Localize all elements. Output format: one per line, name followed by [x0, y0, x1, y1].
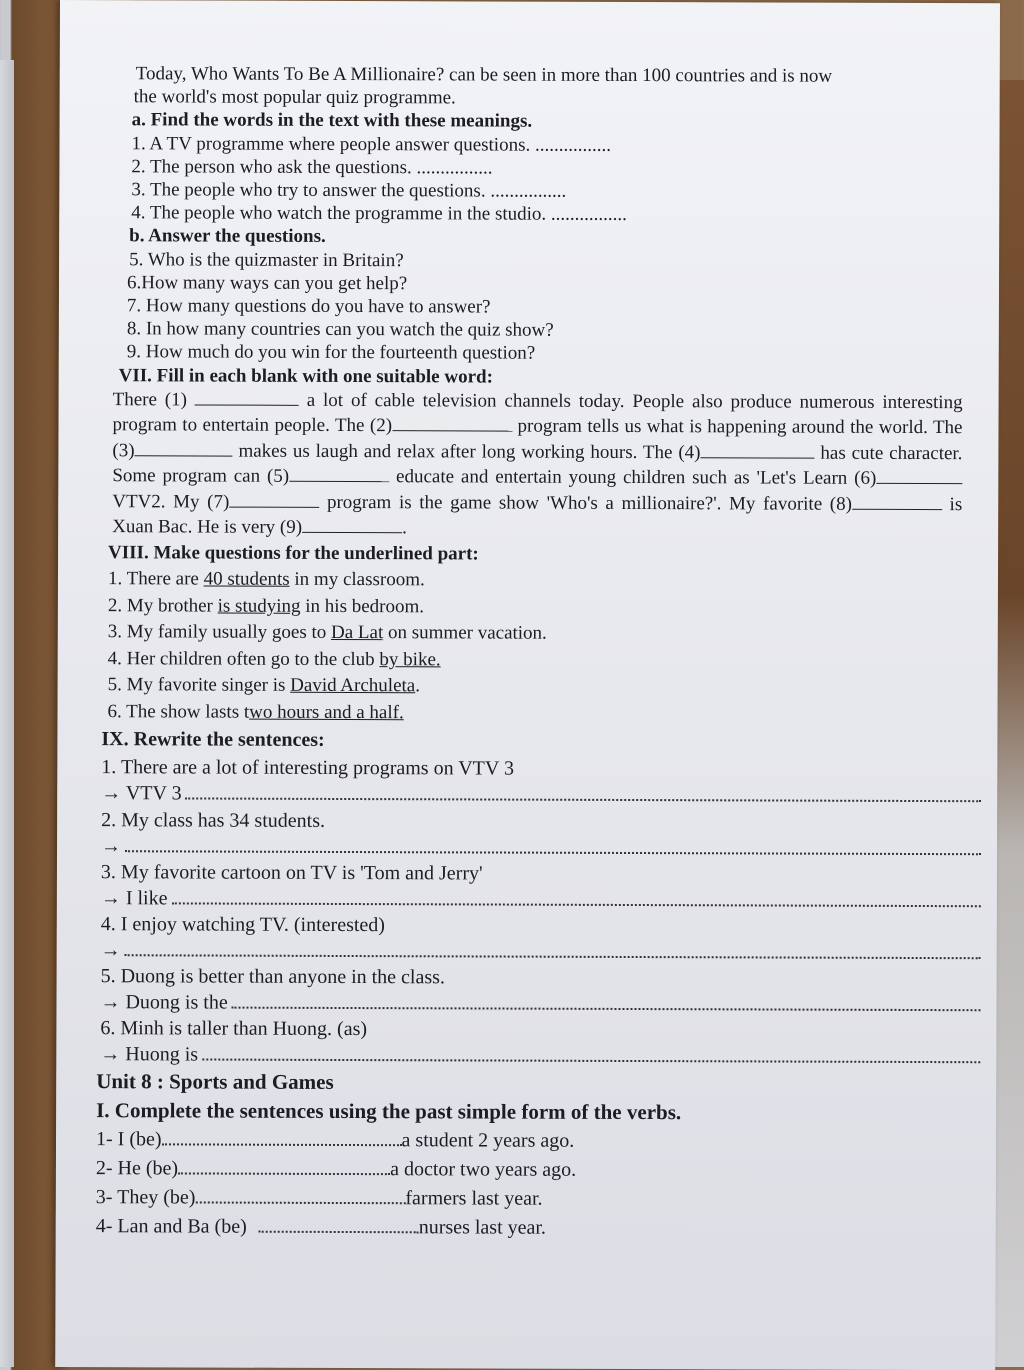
question-item [108, 620, 968, 650]
worksheet-content [96, 62, 970, 1244]
paragraph-text: program is the game show 'Who's a millionaire?'. My favorite (8) [327, 492, 852, 515]
arrow-prompt: → [101, 835, 121, 858]
item-text: 2. My brother [108, 595, 218, 616]
underlined-part: 40 students [204, 569, 290, 590]
rewrite-answer-line[interactable] [100, 1043, 980, 1070]
rewrite-question: 1. There are a lot of interesting programs on VTV 3 [101, 753, 981, 784]
item-text: a student 2 years ago. [402, 1129, 575, 1152]
underlined-part: by bike. [379, 649, 440, 670]
arrow-prompt: → Huong is [100, 1044, 198, 1068]
underlined-part: is studying [218, 595, 301, 616]
question-item: 7. How many questions do you have to answer? [99, 294, 969, 320]
paragraph-text: has cute character. Some program can (5) [112, 443, 962, 488]
item-text: 6. The show lasts t [107, 701, 249, 722]
section-b-heading: b. Answer the questions. [99, 225, 969, 251]
question-item [108, 673, 968, 703]
paragraph-text: makes us laugh and relax after long working hours. The (4) [238, 440, 700, 463]
blank-4[interactable] [701, 440, 815, 458]
past-simple-item [96, 1212, 966, 1244]
answer-dotted-line[interactable] [202, 1043, 980, 1064]
blank-8[interactable] [852, 492, 942, 510]
answer-dotted-line[interactable] [178, 1158, 390, 1175]
question-item: 5. Who is the quizmaster in Britain? [99, 248, 969, 274]
blank-7[interactable] [229, 489, 319, 507]
answer-dotted-line[interactable] [195, 1187, 405, 1204]
rewrite-answer-line[interactable] [101, 938, 981, 965]
unit-heading: I. Complete the sentences using the past simple form of the verbs. [96, 1096, 966, 1128]
section-viii [97, 540, 968, 729]
item-text: 3- They (be) [96, 1186, 196, 1208]
section-b [99, 225, 969, 367]
rewrite-question: 5. Duong is better than anyone in the class. [101, 962, 981, 993]
question-item [108, 593, 968, 623]
rewrite-question: 2. My class has 34 students. [101, 806, 981, 837]
paragraph-text: is Xuan Bac. He is very (9) [112, 494, 962, 538]
rewrite-answer-line[interactable] [100, 990, 980, 1017]
section-vii [98, 364, 963, 543]
item-text: . [415, 676, 420, 697]
item-text: 1. There are [108, 569, 204, 590]
item-text: 3. My family usually goes to [108, 622, 331, 644]
underlined-part: Da Lat [331, 622, 383, 643]
rewrite-question: 6. Minh is taller than Huong. (as) [100, 1015, 980, 1046]
item-text: on summer vacation. [383, 622, 547, 644]
question-item [107, 699, 967, 729]
item-text: 5. My favorite singer is [108, 675, 291, 697]
intro-line: the world's most popular quiz programme. [100, 85, 970, 111]
answer-dotted-line[interactable] [172, 886, 981, 907]
blank-6[interactable] [876, 466, 962, 484]
answer-dotted-line[interactable] [125, 834, 981, 855]
item-text: in his bedroom. [300, 596, 424, 617]
rewrite-question: 3. My favorite cartoon on TV is 'Tom and Jerry' [101, 858, 981, 889]
item-text: nurses last year. [419, 1216, 546, 1238]
item-text: a doctor two years ago. [390, 1158, 576, 1181]
question-item: 4. The people who watch the programme in the studio. ................ [99, 201, 969, 227]
question-item: 9. How much do you win for the fourteenth question? [99, 341, 969, 367]
intro-text [100, 62, 970, 111]
unit-title: Unit 8 : Sports and Games [96, 1067, 966, 1099]
rewrite-answer-line[interactable] [101, 834, 981, 861]
item-text: 4. Her children often go to the club [108, 648, 380, 670]
rewrite-answer-line[interactable] [101, 781, 981, 808]
past-simple-item [96, 1154, 966, 1186]
item-text: 4- Lan and Ba (be) [96, 1215, 247, 1238]
arrow-prompt: → Duong is the [100, 991, 227, 1015]
worksheet-paper [55, 0, 1000, 1370]
answer-dotted-line[interactable] [232, 991, 981, 1012]
question-item: 8. In how many countries can you watch the quiz show? [99, 317, 969, 343]
blank-2[interactable] [392, 414, 512, 432]
item-text: farmers last year. [405, 1187, 542, 1209]
question-item: 1. A TV programme where people answer questions. ................ [99, 132, 969, 158]
section-a [99, 109, 969, 228]
paragraph-text: VTV2. My (7) [112, 491, 229, 512]
answer-dotted-line[interactable] [259, 1216, 419, 1233]
paragraph-text: program tells us what is happening around the world. The (3) [112, 416, 962, 461]
arrow-prompt: → VTV 3 [101, 782, 181, 805]
arrow-prompt: → I like [101, 887, 168, 910]
blank-5[interactable] [289, 464, 389, 482]
past-simple-item [96, 1183, 966, 1215]
answer-dotted-line[interactable] [162, 1129, 402, 1146]
intro-line: Today, Who Wants To Be A Millionaire? can be seen in more than 100 countries and is now [100, 62, 970, 88]
blank-1[interactable] [195, 387, 299, 405]
paragraph-text: There (1) [113, 389, 187, 410]
section-ix [96, 725, 981, 1069]
paragraph-text: educate and entertain young children such as 'Let's Learn (6) [396, 467, 876, 490]
fill-in-paragraph [112, 387, 963, 543]
question-item: 3. The people who try to answer the questions. ................ [99, 178, 969, 204]
section-vii-heading: VII. Fill in each blank with one suitable word: [113, 364, 963, 390]
blank-3[interactable] [135, 438, 233, 456]
question-item: 2. The person who ask the questions. ................ [99, 155, 969, 181]
underlined-part: wo hours and a half. [249, 702, 404, 724]
arrow-prompt: → [101, 939, 121, 962]
question-item [108, 646, 968, 676]
answer-dotted-line[interactable] [125, 938, 981, 959]
unit-8 [96, 1067, 967, 1244]
item-text: 1- I (be) [96, 1128, 162, 1150]
item-text: 2- He (be) [96, 1157, 178, 1179]
section-a-heading: a. Find the words in the text with these meanings. [100, 109, 970, 135]
question-item: 6.How many ways can you get help? [99, 271, 969, 297]
blank-9[interactable] [302, 515, 402, 533]
paragraph-text: a lot of cable television channels today. People also produce numerous interesting program to entertain people. The (2) [112, 390, 962, 437]
section-viii-heading: VIII. Make questions for the underlined part: [108, 540, 968, 570]
item-text: in my classroom. [290, 569, 425, 590]
answer-dotted-line[interactable] [186, 782, 982, 803]
past-simple-item [96, 1125, 966, 1157]
section-ix-heading: IX. Rewrite the sentences: [101, 725, 981, 756]
background-sheet [0, 60, 14, 1367]
underlined-part: David Archuleta [290, 675, 415, 696]
rewrite-answer-line[interactable] [101, 886, 981, 913]
rewrite-question: 4. I enjoy watching TV. (interested) [101, 910, 981, 941]
paragraph-text: . [402, 518, 407, 539]
question-item [108, 567, 968, 597]
